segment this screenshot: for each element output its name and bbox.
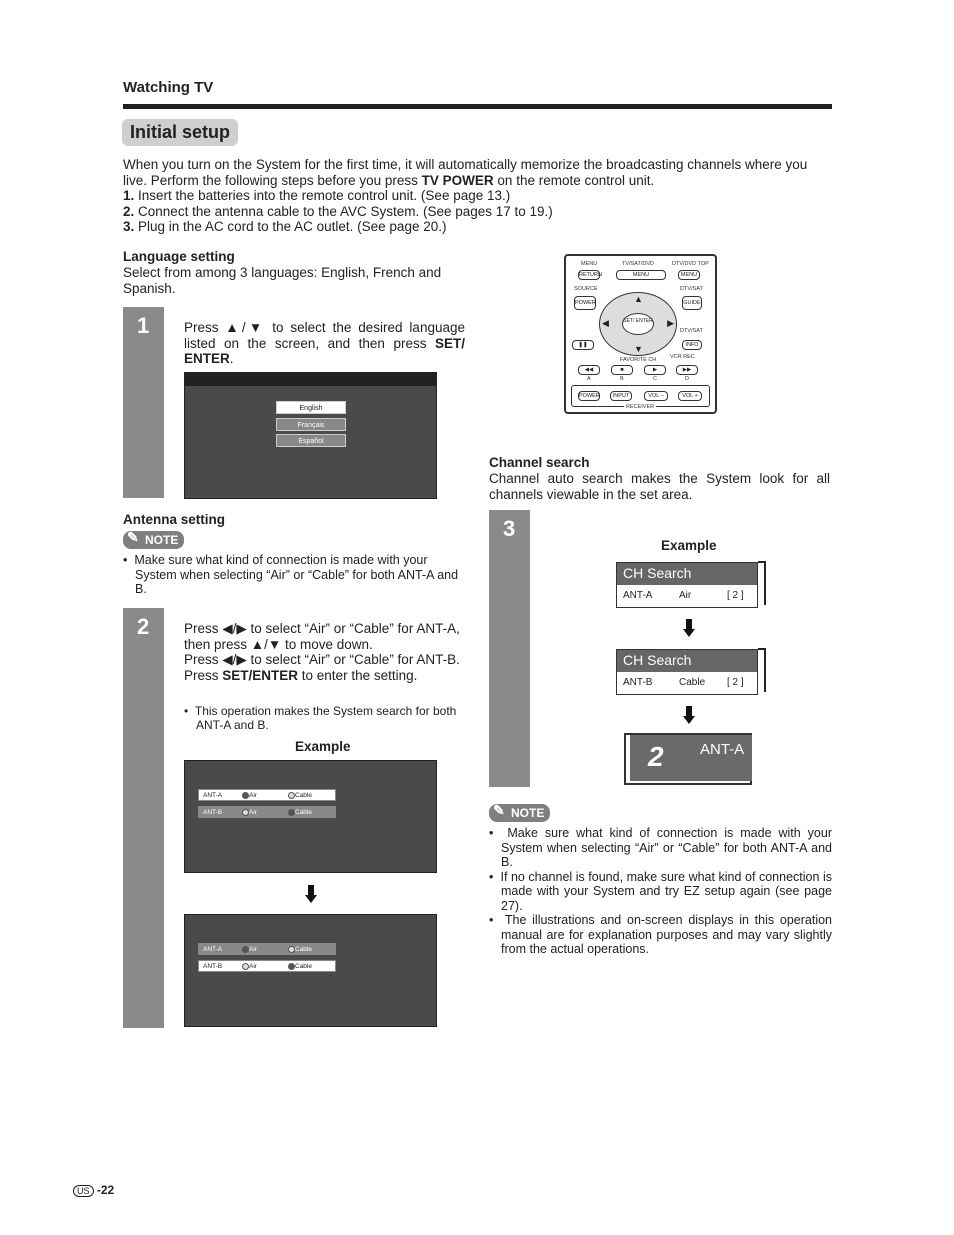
antenna-screen-2	[184, 914, 437, 1027]
intro-text	[123, 157, 835, 235]
ant-a-row[interactable]	[198, 943, 336, 955]
ant-opt-air: Air	[249, 809, 257, 816]
ch-ant: ANT-B	[623, 677, 653, 688]
channel-note-item: • If no channel is found, make sure what kind of connection is made with your System and try EZ setup again (see page 27).	[489, 869, 832, 913]
step-1-text-bold: SET/ ENTER	[184, 335, 465, 366]
play-icon[interactable]: ▶	[644, 365, 666, 375]
step-1-text	[184, 320, 465, 367]
remote-vol-minus-button[interactable]: VOL –	[644, 391, 668, 401]
intro-step-text: Connect the antenna cable to the AVC System. (See pages 17 to 19.)	[138, 203, 553, 219]
radio-icon[interactable]	[288, 946, 295, 953]
step-2-bar	[123, 608, 164, 1028]
note-label: NOTE	[145, 533, 179, 547]
pencil-icon: ✎	[127, 529, 139, 545]
remote-input-button[interactable]: INPUT	[610, 391, 632, 401]
remote-label-a: A	[587, 376, 591, 382]
ant-opt-air: Air	[249, 792, 257, 799]
ant-a-row[interactable]	[198, 789, 336, 801]
remote-menu2-button[interactable]: MENU	[678, 270, 700, 280]
step-3-bar	[489, 510, 530, 787]
remote-power-button[interactable]: POWER	[574, 296, 596, 310]
remote-label-vcrrec: VCR REC	[670, 354, 695, 360]
box-shadow-edge	[758, 648, 766, 692]
channel-note-item: • Make sure what kind of connection is made with your System when selecting “Air” or “Cable” for both ANT-A and B.	[489, 826, 833, 869]
channel-note-badge	[489, 804, 550, 822]
remote-vol-plus-button[interactable]: VOL +	[678, 391, 702, 401]
stop-icon[interactable]: ■	[611, 365, 633, 375]
intro-step-1	[123, 188, 835, 204]
region-badge: US	[73, 1185, 94, 1197]
ant-opt-cable: Cable	[295, 946, 312, 953]
remote-receiver-power-button[interactable]: POWER	[579, 393, 600, 399]
ant-opt-cable: Cable	[295, 963, 312, 970]
ch-search-box-2	[616, 649, 758, 695]
antenna-example-label: Example	[295, 739, 351, 754]
down-arrow-icon[interactable]: ▼	[634, 344, 643, 354]
intro-step-num: 3.	[123, 219, 135, 234]
step-1-text-b: .	[229, 351, 234, 366]
remote-label-receiver: RECEIVER	[626, 404, 655, 410]
antenna-note: • Make sure what kind of connection is made with your System when selecting “Air” or “Cable” for both ANT-A and B.	[123, 553, 459, 596]
intro-p1-b: on the remote control unit.	[493, 172, 655, 188]
step-3-number: 3	[503, 516, 516, 541]
remote-guide-button[interactable]: GUIDE	[682, 296, 702, 310]
page-title: Initial setup	[122, 119, 238, 146]
remote-pause-button[interactable]: ❚❚	[572, 340, 594, 350]
remote-label-tvsatdvd: TV/SAT/DVD	[622, 261, 654, 267]
antenna-heading: Antenna setting	[123, 512, 226, 527]
radio-icon[interactable]	[288, 963, 295, 970]
channel-desc: Channel auto search makes the System look for all channels viewable in the set area.	[489, 471, 830, 502]
remote-info-button[interactable]: INFO	[682, 340, 702, 350]
language-desc: Select from among 3 languages: English, French and Spanish.	[123, 265, 442, 296]
note-label: NOTE	[511, 806, 545, 820]
down-arrow-icon	[683, 706, 695, 724]
step-2-line-3-a: Press	[184, 667, 223, 683]
rewind-icon[interactable]: ◀◀	[578, 365, 600, 375]
left-arrow-icon[interactable]: ◀	[602, 318, 609, 328]
step-2-line-3	[184, 668, 466, 684]
intro-step-num: 1.	[123, 188, 135, 203]
radio-icon[interactable]	[288, 809, 295, 816]
up-arrow-icon[interactable]: ▲	[634, 294, 643, 304]
intro-p1-a: When you turn on the System for the first time, it will automatically memorize the broadcasting channels where you live. Perform the following steps before you press	[123, 157, 808, 188]
radio-icon[interactable]	[242, 792, 249, 799]
intro-step-text: Plug in the AC cord to the AC outlet. (See page 20.)	[138, 219, 447, 234]
channel-note-text: Make sure what kind of connection is made with your System when selecting “Air” or “Cable” for both ANT-A and B.	[501, 826, 833, 869]
ant-b-row[interactable]	[198, 806, 336, 818]
ant-b-row[interactable]	[198, 960, 336, 972]
ch-search-title: CH Search	[617, 563, 757, 585]
ant-row-label: ANT-B	[203, 809, 223, 816]
channel-heading: Channel search	[489, 455, 590, 470]
radio-icon[interactable]	[242, 946, 249, 953]
box-shadow-edge	[758, 561, 766, 605]
ch-search-row	[617, 672, 757, 694]
ant-row-label: ANT-A	[203, 946, 223, 953]
intro-step-text: Insert the batteries into the remote control unit. (See page 13.)	[138, 188, 511, 203]
channel-example-label: Example	[661, 538, 717, 553]
intro-step-num: 2.	[123, 203, 135, 219]
step-2-bullet-text: This operation makes the System search for both ANT-A and B.	[194, 704, 457, 732]
screen-title-bar	[185, 373, 436, 386]
channel-notes	[489, 826, 832, 957]
radio-icon[interactable]	[242, 809, 249, 816]
remote-label-source: SOURCE	[574, 286, 598, 292]
remote-label-dtvsat: DTV/SAT	[680, 286, 703, 292]
page-footer	[73, 1183, 114, 1197]
lang-option-french[interactable]: Français	[276, 418, 346, 431]
ch-type: Cable	[679, 677, 706, 688]
step-2-bullet: • This operation makes the System search for both ANT-A and B.	[184, 704, 457, 732]
remote-label-dtvdvdtop: DTV/DVD TOP	[672, 261, 709, 267]
step-2-number: 2	[137, 614, 150, 639]
ant-a-display-num: 2	[648, 741, 664, 772]
ant-a-display	[630, 735, 752, 781]
ch-search-row	[617, 585, 757, 607]
step-1-bar	[123, 307, 164, 498]
ch-search-box-1	[616, 562, 758, 608]
remote-menu-button[interactable]: MENU	[616, 270, 666, 280]
language-heading: Language setting	[123, 249, 235, 264]
ch-num: [ 2 ]	[727, 590, 744, 601]
header-rule	[123, 104, 832, 109]
step-1-text-a: Press ▲/▼ to select the desired language listed on the screen, and then press	[184, 320, 465, 351]
remote-control-illustration	[564, 254, 717, 414]
ch-search-title: CH Search	[617, 650, 757, 672]
step-2-line-3-bold: SET/ENTER	[222, 667, 299, 683]
antenna-note-text: Make sure what kind of connection is made with your System when selecting “Air” or “Cable” for both ANT-A and B.	[134, 553, 459, 596]
intro-p1-bold: TV POWER	[421, 172, 494, 188]
step-2-line-3-b: to enter the setting.	[298, 667, 418, 683]
channel-note-item: • The illustrations and on-screen displays in this operation manual are for explanation purposes and may vary slightly from the actual operations.	[489, 913, 832, 956]
ant-a-display-label: ANT-A	[700, 741, 745, 758]
intro-step-3	[123, 219, 835, 235]
lang-option-spanish[interactable]: Español	[276, 434, 346, 447]
remote-return-button[interactable]: RETURN	[579, 272, 602, 278]
remote-dpad[interactable]	[599, 292, 677, 356]
remote-set-enter-button[interactable]: SET/ ENTER	[622, 313, 654, 335]
antenna-screen-1	[184, 760, 437, 873]
step-1-number: 1	[137, 313, 150, 338]
intro-step-2	[123, 204, 835, 220]
language-screen	[184, 372, 437, 499]
down-arrow-icon	[305, 885, 317, 903]
ant-opt-air: Air	[249, 946, 257, 953]
step-2-line-1: Press ◀/▶ to select “Air” or “Cable” for ANT-A, then press ▲/▼ to move down.	[184, 621, 460, 652]
remote-label-d: D	[685, 376, 689, 382]
down-arrow-icon	[683, 619, 695, 637]
ch-ant: ANT-A	[623, 590, 653, 601]
remote-label-dtvsat2: DTV/SAT	[680, 328, 703, 334]
right-arrow-icon[interactable]: ▶	[667, 318, 674, 328]
step-2-text	[184, 621, 466, 683]
antenna-note-badge	[123, 531, 184, 549]
lang-option-english[interactable]: English	[276, 401, 346, 414]
section-header: Watching TV	[123, 79, 214, 96]
page-number: -22	[96, 1183, 115, 1197]
ant-row-label: ANT-A	[203, 792, 223, 799]
remote-label-favorite: FAVORITE CH	[620, 357, 657, 363]
remote-label-b: B	[620, 376, 624, 382]
ant-row-label: ANT-B	[203, 963, 223, 970]
channel-note-text: The illustrations and on-screen displays in this operation manual are for explanation purposes and may vary slightly from the actual operations.	[501, 913, 832, 956]
pencil-icon: ✎	[493, 802, 505, 818]
ch-type: Air	[679, 590, 692, 601]
remote-label-c: C	[653, 376, 657, 382]
ant-opt-cable: Cable	[295, 792, 312, 799]
fast-forward-icon[interactable]: ▶▶	[676, 365, 698, 375]
remote-label-menu: MENU	[581, 261, 598, 267]
ch-num: [ 2 ]	[727, 677, 744, 688]
radio-icon[interactable]	[242, 963, 249, 970]
radio-icon[interactable]	[288, 792, 295, 799]
ant-opt-cable: Cable	[295, 809, 312, 816]
ant-opt-air: Air	[249, 963, 257, 970]
step-2-line-2: Press ◀/▶ to select “Air” or “Cable” for ANT-B.	[184, 652, 460, 667]
channel-note-text: If no channel is found, make sure what kind of connection is made with your System and try EZ setup again (see page 27).	[500, 869, 832, 913]
